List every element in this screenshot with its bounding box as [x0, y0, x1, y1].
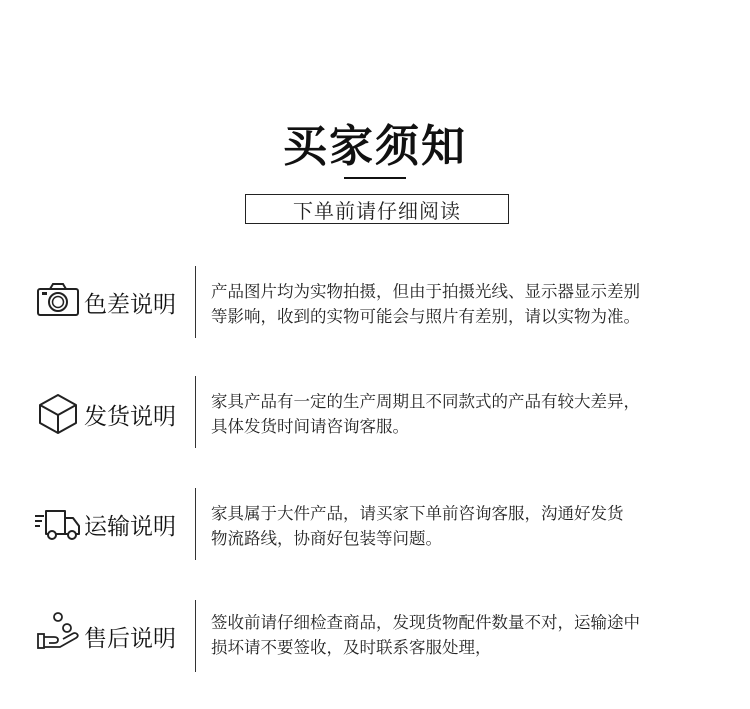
section-divider: [195, 600, 196, 672]
section-description: [211, 501, 721, 551]
section-color-difference: [0, 262, 750, 337]
section-divider: [195, 376, 196, 448]
hand-service-icon: [36, 610, 80, 654]
section-label: 发货说明: [84, 404, 176, 430]
section-label: 售后说明: [84, 626, 176, 652]
section-shipping: [0, 372, 750, 447]
subtitle-text: 下单前请仔细阅读: [293, 198, 461, 223]
description-line: 损坏请不要签收，及时联系客服处理，: [211, 638, 492, 657]
section-label: 运输说明: [84, 514, 176, 540]
section-label: 色差说明: [84, 292, 176, 318]
description-line: 签收前请仔细检查商品，发现货物配件数量不对，运输途中: [211, 613, 640, 632]
box-icon: [36, 392, 80, 436]
section-transport: [0, 484, 750, 559]
section-description: [211, 610, 721, 660]
description-line: 产品图片均为实物拍摄，但由于拍摄光线、显示器显示差别: [211, 282, 640, 301]
section-description: [211, 279, 721, 329]
description-line: 物流路线，协商好包装等问题。: [211, 529, 442, 548]
section-divider: [195, 266, 196, 338]
section-divider: [195, 488, 196, 560]
description-line: 家具属于大件产品，请买家下单前咨询客服，沟通好发货: [211, 504, 624, 523]
description-line: 等影响，收到的实物可能会与照片有差别，请以实物为准。: [211, 307, 640, 326]
delivery-truck-icon: [34, 502, 82, 546]
page-title: 买家须知: [283, 121, 467, 172]
section-after-sales: [0, 596, 750, 671]
section-description: [211, 389, 721, 439]
description-line: 具体发货时间请咨询客服。: [211, 417, 409, 436]
subtitle-box: [245, 194, 509, 224]
title-underline: [344, 177, 406, 179]
description-line: 家具产品有一定的生产周期且不同款式的产品有较大差异，: [211, 392, 640, 411]
camera-icon: [36, 278, 80, 322]
